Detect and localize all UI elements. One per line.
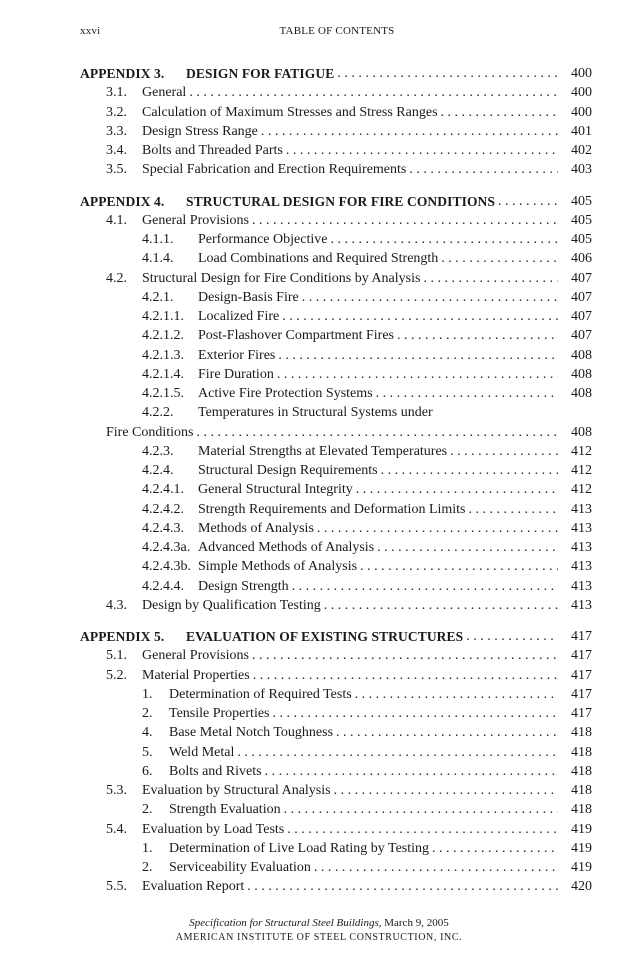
toc-entry-number: 4.2.4.2. xyxy=(142,501,184,517)
toc-entry-page: 401 xyxy=(571,123,592,139)
dot-leader xyxy=(438,103,558,122)
toc-entry xyxy=(80,723,592,742)
toc-entry-title-wrap xyxy=(142,646,558,665)
toc-entry-title: Fire Duration xyxy=(198,366,274,382)
toc-entry-number: 5.3. xyxy=(106,783,127,798)
toc-entry-title: Localized Fire xyxy=(198,309,280,324)
dot-leader xyxy=(353,480,558,499)
dot-leader xyxy=(321,596,558,615)
toc-entry-title: EVALUATION OF EXISTING STRUCTURES xyxy=(186,629,464,644)
toc-entry-number: 4.2.1.4. xyxy=(142,366,184,382)
toc-entry-title-wrap xyxy=(142,103,558,122)
toc-entry xyxy=(80,500,592,519)
toc-appendix-heading xyxy=(80,192,592,211)
toc-entry-title-wrap xyxy=(142,820,558,839)
toc-entry-number: 4.2.1.1. xyxy=(142,309,184,324)
toc-entry-page: 417 xyxy=(571,686,592,702)
toc-entry-number: 2. xyxy=(142,860,153,875)
toc-entry xyxy=(80,666,592,685)
header-page-number: xxvi xyxy=(80,25,101,37)
toc-entry-number: 6. xyxy=(142,763,153,779)
toc-entry-title-wrap xyxy=(198,577,558,596)
toc-entry-page: 407 xyxy=(571,309,592,324)
toc-entry xyxy=(80,596,592,615)
toc-entry xyxy=(80,480,592,499)
toc-entry-number: 4.2.4.4. xyxy=(142,578,184,594)
toc-entry-title: Load Combinations and Required Strength xyxy=(198,251,439,267)
toc-entry-title-wrap xyxy=(142,122,558,141)
toc-entry-number: 4.3. xyxy=(106,597,127,613)
toc-entry-title: Bolts and Rivets xyxy=(169,763,262,779)
toc-entry-page: 413 xyxy=(571,501,592,517)
toc-entry-title: Advanced Methods of Analysis xyxy=(198,540,375,555)
toc-entry-title-wrap xyxy=(198,538,558,557)
toc-entry xyxy=(80,384,592,403)
toc-entry-title-wrap xyxy=(198,442,558,461)
toc-entry-page: 417 xyxy=(571,706,592,721)
toc-entry-number: 3.3. xyxy=(106,123,127,139)
toc-entry xyxy=(80,211,592,230)
toc-entry xyxy=(80,326,592,345)
toc-entry-page: 400 xyxy=(571,85,592,101)
toc-entry-title: Material Properties xyxy=(142,667,250,683)
toc-entry-number: 4.2.4.3b. xyxy=(142,559,191,575)
toc-entry-title-wrap xyxy=(142,211,558,230)
dot-leader xyxy=(406,160,558,179)
toc-entry-number: 5.5. xyxy=(106,879,127,895)
toc-entry-page: 406 xyxy=(571,251,592,267)
toc-entry-title-wrap xyxy=(198,557,558,576)
toc-entry-title: Active Fire Protection Systems xyxy=(198,386,373,401)
toc-entry-number: 2. xyxy=(142,706,153,721)
dot-leader xyxy=(299,288,558,307)
dot-leader xyxy=(327,230,558,249)
toc-entry xyxy=(80,307,592,326)
toc-entry xyxy=(80,538,592,557)
toc-entry-title-wrap xyxy=(198,500,558,519)
dot-leader xyxy=(357,557,558,576)
toc-entry-title: Fire Conditions xyxy=(106,424,194,440)
toc-entry-title: Evaluation Report xyxy=(142,879,245,895)
toc-entry xyxy=(80,442,592,461)
toc-entry-title: Strength Evaluation xyxy=(169,802,281,818)
toc-entry-title: DESIGN FOR FATIGUE xyxy=(186,66,335,81)
dot-leader xyxy=(463,627,558,646)
toc-entry-title-wrap xyxy=(169,704,558,723)
toc-entry-title-wrap xyxy=(198,346,558,365)
toc-entry-number: 4.2.4.3a. xyxy=(142,540,191,555)
toc-entry-number: 4.2.1.3. xyxy=(142,347,184,363)
dot-leader xyxy=(374,538,558,557)
toc-entry-title: Strength Requirements and Deformation Limits xyxy=(198,501,466,517)
toc-entry xyxy=(80,646,592,665)
toc-entry-title: Methods of Analysis xyxy=(198,520,314,536)
page-footer xyxy=(0,916,638,945)
toc-entry-number: 5.1. xyxy=(106,648,127,664)
toc-entry-title-wrap xyxy=(198,230,558,249)
toc-entry-title: Exterior Fires xyxy=(198,347,276,363)
footer-publication-line xyxy=(0,916,638,931)
toc-entry xyxy=(80,346,592,365)
dot-leader xyxy=(284,820,558,839)
toc-entry-page: 413 xyxy=(571,559,592,575)
toc-entry-title-wrap xyxy=(142,83,558,102)
toc-entry-title-wrap xyxy=(169,762,558,781)
toc-entry-title-wrap xyxy=(142,269,558,288)
toc-entry xyxy=(80,577,592,596)
toc-entry-page: 419 xyxy=(571,840,592,856)
dot-leader xyxy=(275,346,558,365)
toc-entry-number: 4.2.3. xyxy=(142,443,174,459)
toc-entry-number: 4.2.4.3. xyxy=(142,520,184,536)
toc-entry xyxy=(80,122,592,141)
dot-leader xyxy=(194,423,558,442)
dot-leader xyxy=(258,122,558,141)
toc-entry-page: 407 xyxy=(571,270,592,286)
toc-entry-title: Structural Design for Fire Conditions by Analysis xyxy=(142,270,421,286)
toc-entry-title-wrap xyxy=(198,365,558,384)
footer-publication-date: March 9, 2005 xyxy=(381,917,449,929)
dot-leader xyxy=(274,365,558,384)
toc-entry xyxy=(80,83,592,102)
toc-entry xyxy=(80,141,592,160)
toc-entry-page: 413 xyxy=(571,540,592,555)
toc-entry-page: 405 xyxy=(571,232,592,247)
toc-entry-page: 418 xyxy=(571,783,592,798)
toc-entry-title-wrap xyxy=(169,723,558,742)
toc-entry-title: Weld Metal xyxy=(169,744,235,760)
toc-entry xyxy=(80,519,592,538)
toc-entry-page: 408 xyxy=(571,424,592,440)
toc-entry-number: 4.2. xyxy=(106,270,127,286)
toc-entry-number: APPENDIX 5. xyxy=(80,629,165,644)
dot-leader xyxy=(373,384,558,403)
toc-entry-title: Simple Methods of Analysis xyxy=(198,559,358,575)
toc-entry xyxy=(80,160,592,179)
toc-entry-title: Bolts and Threaded Parts xyxy=(142,143,283,158)
dot-leader xyxy=(466,500,558,519)
toc-entry-number: 1. xyxy=(142,686,153,702)
dot-leader xyxy=(262,762,558,781)
toc-entry-title-wrap xyxy=(169,685,558,704)
toc-entry-number: APPENDIX 3. xyxy=(80,66,165,81)
toc-entry-number: APPENDIX 4. xyxy=(80,193,165,209)
toc-entry-title: Determination of Live Load Rating by Testing xyxy=(169,840,430,856)
footer-publication-title: Specification for Structural Steel Buildings, xyxy=(189,917,382,929)
toc-entry-title: Material Strengths at Elevated Temperatures xyxy=(198,443,448,459)
toc-entry-title-wrap xyxy=(142,141,558,160)
toc-entry-page: 418 xyxy=(571,725,592,741)
toc-entry-title: General xyxy=(142,85,187,101)
dot-leader xyxy=(281,800,558,819)
dot-leader xyxy=(279,307,558,326)
toc-entry-number: 4.2.2. xyxy=(142,405,174,421)
toc-entry-title: Determination of Required Tests xyxy=(169,686,352,702)
toc-entry-number: 3.2. xyxy=(106,104,127,120)
toc-entry-page: 412 xyxy=(571,463,592,478)
toc-entry-title-wrap xyxy=(198,461,558,480)
dot-leader xyxy=(234,743,558,762)
toc-entry-number: 5. xyxy=(142,744,153,760)
toc-entry-title-wrap xyxy=(198,288,558,307)
toc-entry-number: 5.4. xyxy=(106,821,127,837)
toc-entry-title: Performance Objective xyxy=(198,232,328,247)
toc-entry xyxy=(80,781,592,800)
toc-entry-page: 413 xyxy=(571,597,592,613)
toc-entry-page: 418 xyxy=(571,802,592,818)
toc-entry-title-wrap xyxy=(198,519,558,538)
toc-entry-title: General Provisions xyxy=(142,648,249,664)
toc-entry-title: Evaluation by Load Tests xyxy=(142,821,285,837)
toc-entry-number: 2. xyxy=(142,802,153,818)
toc-entry-title-wrap xyxy=(198,307,558,326)
toc-entry-page: 408 xyxy=(571,386,592,401)
toc-entry-page: 418 xyxy=(571,744,592,760)
toc-entry-number: 4.1. xyxy=(106,212,127,228)
dot-leader xyxy=(333,723,558,742)
dot-leader xyxy=(283,141,558,160)
table-of-contents xyxy=(80,64,592,897)
toc-entry-number: 4.1.4. xyxy=(142,251,174,267)
toc-entry-number: 4.1.1. xyxy=(142,232,174,247)
toc-entry-page: 412 xyxy=(571,443,592,459)
toc-entry-title-wrap xyxy=(142,596,558,615)
dot-leader xyxy=(429,839,558,858)
toc-entry-number: 5.2. xyxy=(106,667,127,683)
dot-leader xyxy=(186,83,558,102)
toc-entry-title: Tensile Properties xyxy=(169,706,270,721)
toc-entry-title: Post-Flashover Compartment Fires xyxy=(198,328,394,344)
footer-publisher: AMERICAN INSTITUTE OF STEEL CONSTRUCTION, INC. xyxy=(175,932,463,943)
toc-entry xyxy=(80,743,592,762)
toc-entry xyxy=(80,365,592,384)
toc-entry-page: 408 xyxy=(571,347,592,363)
toc-entry-page: 402 xyxy=(571,143,592,158)
toc-entry-number: 4.2.4.1. xyxy=(142,482,184,498)
toc-entry-page: 418 xyxy=(571,763,592,779)
toc-entry-title: Evaluation by Structural Analysis xyxy=(142,783,331,798)
toc-entry-title: Design by Qualification Testing xyxy=(142,597,321,613)
toc-entry-title: General Provisions xyxy=(142,212,249,228)
toc-entry xyxy=(80,403,592,422)
toc-entry-number: 4. xyxy=(142,725,153,741)
toc-entry-number: 4.2.1. xyxy=(142,289,174,305)
toc-entry-page: 400 xyxy=(571,104,592,120)
dot-leader xyxy=(394,326,558,345)
toc-entry-title: Design-Basis Fire xyxy=(198,289,299,305)
toc-entry-page: 417 xyxy=(571,629,592,644)
toc-entry-page: 419 xyxy=(571,821,592,837)
dot-leader xyxy=(447,442,558,461)
toc-entry-title-wrap xyxy=(142,160,558,179)
toc-entry-title-wrap xyxy=(106,423,558,442)
dot-leader xyxy=(495,192,558,211)
toc-entry xyxy=(80,839,592,858)
toc-entry-title-wrap xyxy=(186,192,558,211)
toc-entry-title: Structural Design Requirements xyxy=(198,463,378,478)
toc-entry-page: 407 xyxy=(571,289,592,305)
toc-entry xyxy=(80,557,592,576)
dot-leader xyxy=(334,64,558,83)
toc-entry xyxy=(80,230,592,249)
dot-leader xyxy=(331,781,558,800)
toc-entry-title: General Structural Integrity xyxy=(198,482,353,498)
toc-entry-number: 3.5. xyxy=(106,162,127,178)
toc-entry-number: 3.1. xyxy=(106,85,127,101)
toc-entry-page: 420 xyxy=(571,879,592,895)
toc-entry-page: 417 xyxy=(571,648,592,664)
toc-entry-title-wrap xyxy=(186,64,558,83)
dot-leader xyxy=(438,249,558,268)
toc-entry xyxy=(80,820,592,839)
dot-leader xyxy=(249,646,558,665)
toc-entry xyxy=(80,704,592,723)
toc-entry xyxy=(80,103,592,122)
toc-entry xyxy=(80,800,592,819)
toc-entry-page: 400 xyxy=(571,66,592,81)
toc-appendix-heading xyxy=(80,64,592,83)
toc-entry-number: 1. xyxy=(142,840,153,856)
toc-entry-page: 403 xyxy=(571,162,592,178)
toc-entry-page: 417 xyxy=(571,667,592,683)
toc-entry-title-wrap xyxy=(169,858,558,877)
toc-entry-page: 405 xyxy=(571,212,592,228)
toc-entry-title-wrap xyxy=(142,666,558,685)
toc-entry xyxy=(80,877,592,896)
dot-leader xyxy=(249,211,558,230)
toc-entry-title-wrap xyxy=(198,403,558,422)
toc-entry-page: 419 xyxy=(571,860,592,875)
toc-entry-page: 408 xyxy=(571,366,592,382)
dot-leader xyxy=(270,704,559,723)
toc-entry-title-wrap xyxy=(142,781,558,800)
header-title: TABLE OF CONTENTS xyxy=(279,25,395,37)
toc-entry-title: Calculation of Maximum Stresses and Stress Ranges xyxy=(142,104,438,120)
toc-entry-page: 412 xyxy=(571,482,592,498)
toc-entry-title: Serviceability Evaluation xyxy=(169,860,311,875)
dot-leader xyxy=(311,858,558,877)
toc-entry-page: 405 xyxy=(571,193,592,209)
dot-leader xyxy=(378,461,558,480)
dot-leader xyxy=(289,577,558,596)
running-header xyxy=(80,25,594,39)
dot-leader xyxy=(250,666,558,685)
toc-entry-number: 3.4. xyxy=(106,143,127,158)
toc-entry-page: 413 xyxy=(571,578,592,594)
toc-entry-title: Design Stress Range xyxy=(142,123,258,139)
toc-entry-title-wrap xyxy=(198,384,558,403)
toc-entry-number: 4.2.1.5. xyxy=(142,386,184,401)
toc-entry-title: Temperatures in Structural Systems under xyxy=(198,405,433,421)
toc-entry-title-wrap xyxy=(169,839,558,858)
toc-entry-title: Design Strength xyxy=(198,578,289,594)
toc-entry xyxy=(80,685,592,704)
toc-entry-page: 413 xyxy=(571,520,592,536)
toc-entry-title: Special Fabrication and Erection Requirements xyxy=(142,162,407,178)
toc-entry xyxy=(80,762,592,781)
toc-appendix-heading xyxy=(80,627,592,646)
toc-entry-title-wrap xyxy=(198,249,558,268)
toc-entry-number: 4.2.4. xyxy=(142,463,174,478)
toc-entry-title-wrap xyxy=(198,326,558,345)
toc-entry-title: STRUCTURAL DESIGN FOR FIRE CONDITIONS xyxy=(186,193,496,209)
toc-entry xyxy=(80,249,592,268)
toc-entry-number: 4.2.1.2. xyxy=(142,328,184,344)
toc-entry-title: Base Metal Notch Toughness xyxy=(169,725,334,741)
toc-entry-title-wrap xyxy=(169,800,558,819)
toc-entry xyxy=(80,288,592,307)
dot-leader xyxy=(352,685,558,704)
toc-entry xyxy=(80,423,592,442)
toc-entry-title-wrap xyxy=(198,480,558,499)
toc-entry-title-wrap xyxy=(186,627,558,646)
toc-entry xyxy=(80,858,592,877)
dot-leader xyxy=(244,877,558,896)
toc-entry xyxy=(80,461,592,480)
toc-entry-page: 407 xyxy=(571,328,592,344)
dot-leader xyxy=(420,269,558,288)
dot-leader xyxy=(314,519,558,538)
toc-entry-title-wrap xyxy=(169,743,558,762)
toc-entry-title-wrap xyxy=(142,877,558,896)
toc-entry xyxy=(80,269,592,288)
